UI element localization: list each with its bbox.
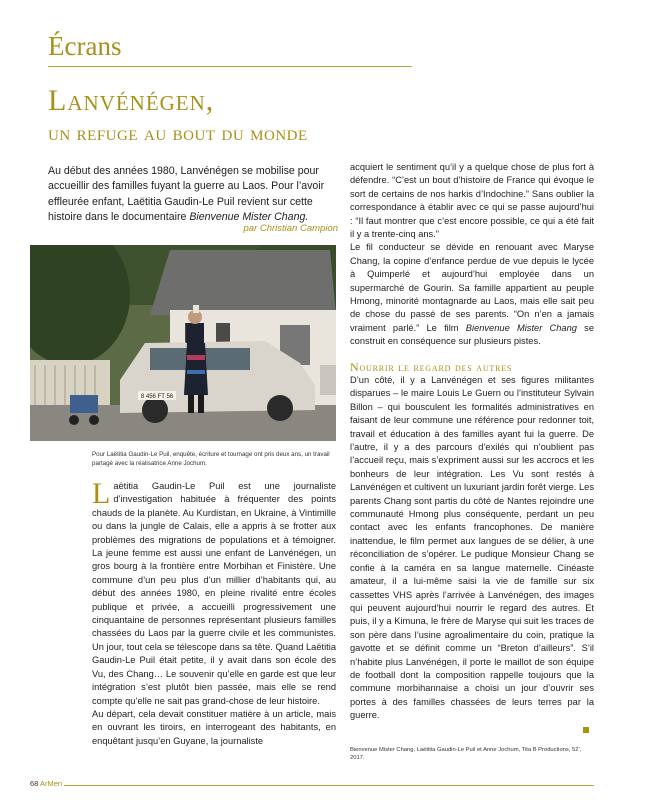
byline: par Christian Campion — [243, 223, 338, 234]
article-intro — [48, 164, 338, 226]
section-subhead: Nourrir le regard des autres — [350, 360, 513, 374]
photo-illustration — [30, 245, 336, 441]
intro-text: Au début des années 1980, Lanvénégen se mobilise pour accueillir des familles fuyant la guerre au Laos. Pour l’avoir effleurée enfant, Laëtitia Gaudin-Le Puil revient sur cette histoire dans le documentaire — [48, 165, 325, 224]
page-folio — [30, 779, 62, 788]
body-column-right-lower — [350, 374, 594, 723]
article-photo — [30, 245, 336, 441]
body-column-right — [350, 161, 594, 349]
section-divider — [48, 66, 412, 67]
end-of-article-mark — [583, 727, 589, 733]
body-paragraph-text: aëtitia Gaudin-Le Puil est une journaliste d’investigation habituée à fréquenter des points chauds de la planète. Au Kurdistan, en Ukraine, à Vintimille ou dans la jungle de Calais, elle a appris à se frotter aux problèmes des migrations de populations et à témoigner. La jeune femme est aussi une enfant de Lanvénégen, un gros bourg à la frontière entre Morbihan et Finistère. Une commune d’un peu plus d’un millier d’habitants qui, au début des années 1980, en pleine rivalité entre écoles publique et privée, a accueilli progressivement une cinquantaine de personnes représentant plusieurs familles chassées du Laos par la guerre civile et les communistes. Un jour, tout cela se télescope dans sa tête. Quand Laëtitia Gaudin-Le Puil était petite, il y avait dans son école des Vu, des Chang… Le souvenir qu’elle en garde est que leur intégration s’est plutôt bien passée, mais elle se rend compte qu’elle ne sait pas grand-chose de leur histoire. — [92, 481, 336, 706]
photo-caption: Pour Laëtitia Gaudin-Le Puil, enquête, écriture et tournage ont pris deux ans, un travail partagé avec la réalisatrice Anne Jochum. — [92, 451, 330, 467]
body-column-left — [92, 477, 336, 748]
body-paragraph — [350, 241, 594, 348]
article-headline: Lanvénégen, — [48, 84, 215, 117]
license-plate: 8 456 FT 56 — [140, 394, 174, 400]
body-paragraph — [92, 477, 336, 708]
body-paragraph-text: Le fil conducteur se dévide en renouant avec Maryse Chang, la copine d’enfance perdue de vue depuis le lycée à Quimperlé et aujourd’hui employée dans un supermarché de Gourin. Sa famille appartient au peuple Hmong, minorité montagnarde au Laos, mais elle sait peu de chose du passé de ses parents. “On n’en a jamais vraiment parlé.” Le film — [350, 242, 594, 333]
intro-film-title: Bienvenue Mister Chang. — [189, 211, 309, 224]
film-credits: Bienvenue Mister Chang, Laëtitia Gaudin-Le Puil et Anne Jochum, Tita B Productions, 52’, 2017. — [350, 747, 582, 761]
magazine-name: ArMen — [40, 779, 63, 788]
body-paragraph: Au départ, cela devait constituer matière à un article, mais en ouvrant les tiroirs, en interrogeant des habitants, en enquêtant jusqu’en Guyane, la journaliste — [92, 708, 336, 746]
drop-cap: L — [92, 477, 111, 510]
article-subheadline: un refuge au bout du monde — [48, 120, 308, 145]
film-title: Bienvenue Mister Chang — [465, 322, 577, 333]
section-title: Écrans — [48, 31, 122, 61]
body-paragraph: acquiert le sentiment qu’il y a quelque chose de plus fort à défendre. “C’est un bout d’histoire de France qui évoque le sort de certains de nos harkis d’Indochine.” Sans oublier la correspondance à établir avec ce qui se passe aujourd’hui : “Il faut montrer que c’est encore possible, ce qui a été fait il y a trente-cinq ans.” — [350, 162, 594, 240]
body-paragraph: D’un côté, il y a Lanvénégen et ses figures militantes disparues – le maire Louis Le Guern ou l’instituteur Sylvain Billon – qui bousculent les formalités administratives en faisant de leur commune une référence pour redonner toit, travail et éducation à des familles ayant fui la guerre. De l’autre, il y a des parcours d’exilés qui n’oublient pas l’accueil reçu, mais s’expriment aussi sur les accrocs et les bonheurs de leur intégration. Les Vu sont restés à Lanvénégen et cultivent un luxuriant jardin forêt vierge. Les parents Chang sont partis du côté de Nantes rejoindre une communauté Hmong plus conséquente, perdant un peu contact avec les enfants francophones. De manière inattendue, le film permet aux langues de se délier, à une réconciliation de s’opérer. Le pudique Monsieur Chang se confie à la caméra en sa langue maternelle. Cinéaste amateur, il a lui-même saisi la vie de famille sur six cassettes VHS après l’arrivée à Lanvénégen, des images qui peuvent aujourd’hui nourrir le regard des autres. Et puis, il y a Kimuna, le frère de Maryse qui suit les traces de son père dans l’usine agroalimentaire du coin, pratique la gavotte et se définit comme un “Breton d’ailleurs”. S’il n’habite plus Lanvénégen, il porte le maillot de son équipe de football dont la composition rappelle toujours que la commune morbihannaise a choisi un jour d’ouvrir ses portes à des familles chassées de leurs terres par la guerre. — [350, 375, 594, 721]
page-number: 68 — [30, 779, 39, 788]
footer-divider — [64, 785, 594, 786]
body-paragraph-text: se construit en conséquence sur plusieurs pistes. — [350, 322, 595, 347]
